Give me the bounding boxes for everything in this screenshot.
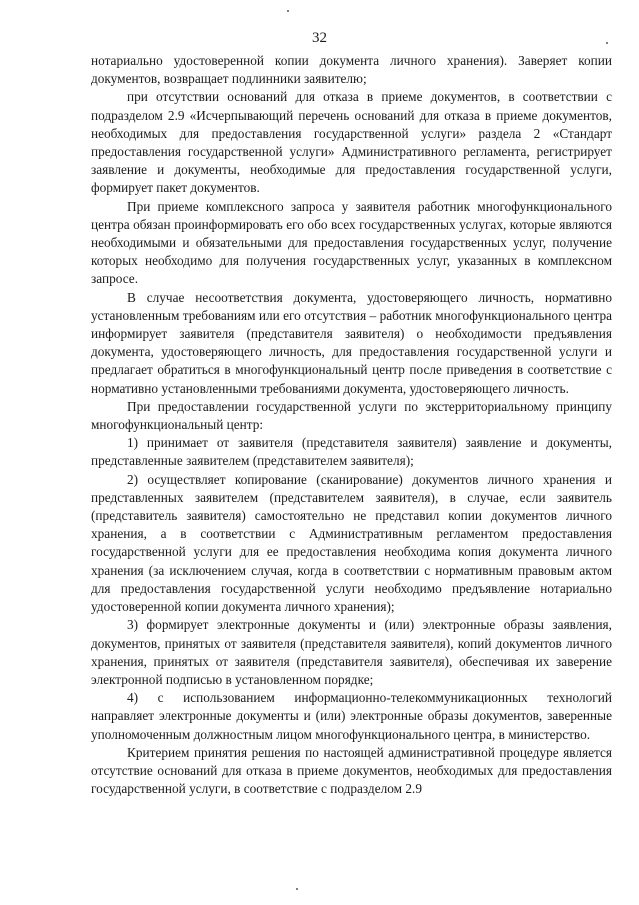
paragraph: При предоставлении государственной услуги по экстерриториальному принципу многофункциональный центр: [91,398,612,433]
paragraph: Критерием принятия решения по настоящей административной процедуре является отсутствие оснований для отказа в приеме документов, необходимых для предоставления государственной услуги, в соответствие с подразделом 2.9 [91,744,612,797]
paragraph: В случае несоответствия документа, удостоверяющего личность, нормативно установленным требованиям или его отсутствия – работник многофункционального центра информирует заявителя (представителя заявителя) о необходимости предъявления документа, удостоверяющего личность, для предоставления государственной услуги и предлагает обратиться в многофункциональный центр после приведения в соответствие с нормативно установленными требованиями документа, удостоверяющего личность. [91,289,612,396]
list-item: 3) формирует электронные документы и (или) электронные образы заявления, документов, принятых от заявителя (представителя заявителя), копий документов личного хранения, принятых от заявителя (представителя заявителя), обеспечивая их заверение электронной подписью в установленном порядке; [91,617,612,687]
document-body [91,52,612,798]
list-item: 2) осуществляет копирование (сканирование) документов личного хранения и представленных заявителем (представителем заявителя), в случае, если заявитель (представитель заявителя) самостоятельно не представил копии документов личного хранения, а в соответствии с Административным регламентом предоставления государственной услуги для ее предоставления необходима копия документа личного хранения (за исключением случая, когда в соответствии с нормативным правовым актом для предоставления государственной услуги необходимо предъявление нотариально удостоверенной копии документа личного хранения); [91,471,612,615]
paragraph: нотариально удостоверенной копии документа личного хранения). Заверяет копии документов, возвращает подлинники заявителю; [91,53,612,87]
list-item: 4) с использованием информационно-телекоммуникационных технологий направляет электронные документы и (или) электронные образы документов, заверенные уполномоченным должностным лицом многофункционального центра, в министерство. [91,690,612,742]
paragraph: При приеме комплексного запроса у заявителя работник многофункционального центра обязан проинформировать его обо всех государственных услугах, которые являются необходимыми и обязательными для предоставления государственных услуг, получение которых необходимо для получения государственных услуг, указанных в комплексном запросе. [91,198,612,287]
list-item: 1) принимает от заявителя (представителя заявителя) заявление и документы, представленные заявителем (представителем заявителя); [91,435,612,469]
scan-speck [606,42,608,44]
page-number: 32 [312,30,327,46]
scan-speck [296,888,298,890]
scan-speck [287,10,289,12]
paragraph: при отсутствии оснований для отказа в приеме документов, в соответствии с подразделом 2.9 «Исчерпывающий перечень оснований для отказа в приеме документов, необходимых для предоставления государственной услуги» раздела 2 «Стандарт предоставления государственной услуги» Административного регламента, регистрирует заявление и документы, необходимые для предоставления государственной услуги, формирует пакет документов. [91,89,612,196]
